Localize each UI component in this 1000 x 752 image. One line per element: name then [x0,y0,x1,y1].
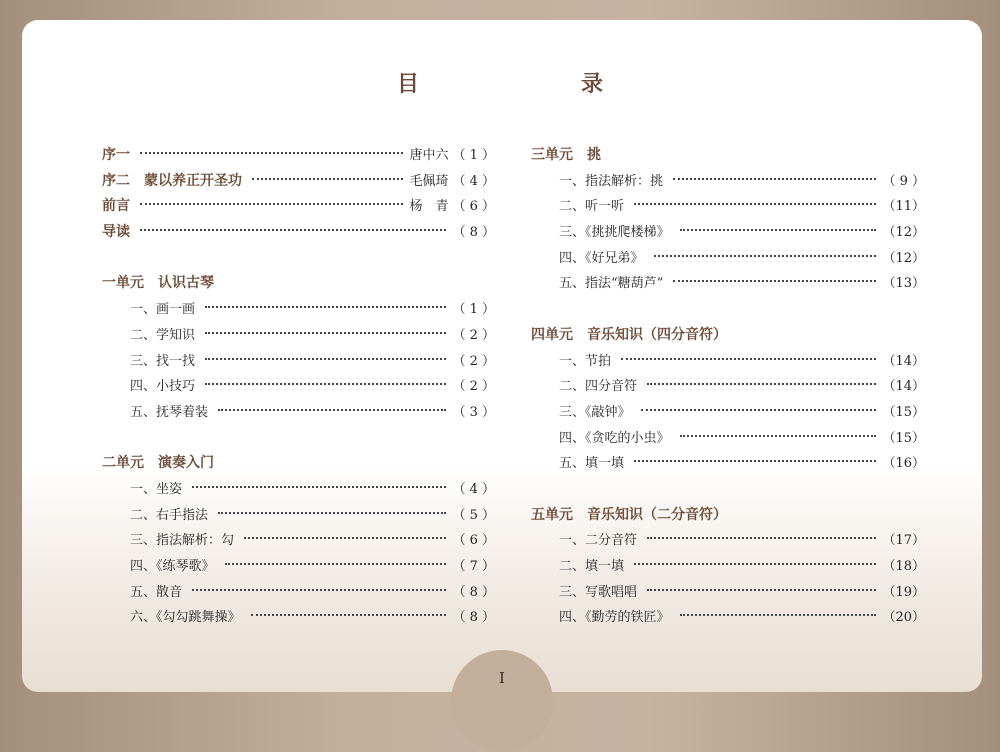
toc-column-left [102,143,495,631]
toc-dot-leader [673,178,876,180]
toc-dot-leader [205,332,446,334]
toc-entry-label: 一单元 认识古琴 [102,275,214,292]
toc-entry[interactable] [531,271,925,297]
toc-dot-leader [205,358,446,360]
toc-dot-leader [680,435,877,437]
toc-entry-page: （12） [882,250,925,266]
toc-entry-page: （11） [882,199,925,215]
toc-entry[interactable] [531,194,925,220]
toc-entry-label: 前言 [102,198,130,215]
toc-entry-page: （ 6 ） [452,533,495,549]
toc-entry[interactable] [531,554,925,580]
toc-entry[interactable] [102,554,495,580]
toc-entry[interactable] [531,605,925,631]
toc-dot-leader [673,280,876,282]
toc-entry-author: 唐中六 [409,148,449,163]
toc-entry-label: 四、《贪吃的小虫》 [559,430,670,446]
toc-entry-label: 二、右手指法 [130,507,209,523]
toc-entry-label: 五、抚琴着装 [130,404,209,420]
toc-entry-label: 五、填一填 [559,456,625,472]
toc-dot-leader [647,537,876,539]
toc-entry[interactable] [531,451,925,477]
toc-section-heading [531,143,925,169]
toc-entry[interactable] [102,580,495,606]
toc-dot-leader [251,614,447,616]
toc-entry[interactable] [531,220,925,246]
toc-entry[interactable] [102,528,495,554]
toc-entry-page: （ 9 ） [882,173,925,189]
toc-entry-page: （ 2 ） [452,379,495,395]
toc-dot-leader [192,486,446,488]
toc-dot-leader [634,203,876,205]
toc-dot-leader [252,178,403,180]
toc-entry[interactable] [102,323,495,349]
toc-dot-leader [654,255,877,257]
toc-entry-page: （ 3 ） [452,404,495,420]
page-number-tab [451,650,553,752]
toc-entry-page: （16） [882,456,925,472]
toc-entry[interactable] [102,400,495,426]
toc-section-heading [531,503,925,529]
toc-entry-page: （20） [882,610,925,626]
toc-entry-page: （ 2 ） [452,327,495,343]
toc-dot-leader [140,152,403,154]
toc-entry[interactable] [102,220,495,246]
toc-entry[interactable] [531,426,925,452]
toc-entry-page: （15） [882,404,925,420]
toc-dot-leader [680,229,877,231]
toc-entry-label: 四、《好兄弟》 [559,250,644,266]
toc-entry-label: 四、小技巧 [130,379,196,395]
toc-entry-label: 三、找一找 [130,353,196,369]
toc-entry-page: （14） [882,353,925,369]
toc-entry[interactable] [102,169,495,195]
toc-entry-label: 三、指法解析：勾 [130,533,235,549]
toc-entry-page: （ 1 ） [452,148,495,163]
toc-entry-page: （15） [882,430,925,446]
toc-dot-leader [218,512,446,514]
toc-entry[interactable] [531,528,925,554]
toc-entry[interactable] [531,374,925,400]
toc-column-right [531,143,925,631]
toc-entry[interactable] [102,194,495,220]
toc-entry[interactable] [531,400,925,426]
toc-dot-leader [621,358,876,360]
toc-entry-label: 二、四分音符 [559,379,638,395]
toc-dot-leader [647,383,876,385]
toc-spacer [531,297,925,323]
toc-spacer [531,477,925,503]
toc-section-heading [102,271,495,297]
toc-dot-leader [205,383,446,385]
toc-entry-page: （ 8 ） [452,584,495,600]
toc-entry-label: 五、散音 [130,584,183,600]
toc-entry-page: （ 2 ） [452,353,495,369]
toc-dot-leader [244,537,446,539]
toc-entry[interactable] [531,580,925,606]
toc-entry-page: （ 6 ） [452,199,495,215]
toc-dot-leader [641,409,877,411]
toc-section-heading [102,451,495,477]
toc-dot-leader [218,409,446,411]
toc-dot-leader [140,203,403,205]
toc-dot-leader [634,460,876,462]
toc-dot-leader [634,563,876,565]
toc-dot-leader [647,589,876,591]
toc-spacer [102,246,495,272]
page-number: I [499,669,505,687]
toc-entry-page: （18） [882,559,925,574]
toc-entry[interactable] [102,477,495,503]
toc-entry-label: 序二 蒙以养正开圣功 [102,172,242,189]
toc-section-heading [531,323,925,349]
toc-spacer [102,426,495,452]
toc-entry-page: （13） [882,276,925,292]
toc-entry-label: 三、《挑挑爬楼梯》 [559,225,670,241]
toc-entry-author: 杨 青 [409,199,449,215]
toc-entry[interactable] [102,349,495,375]
toc-entry[interactable] [102,605,495,631]
toc-entry-label: 四单元 音乐知识（四分音符） [531,326,727,343]
toc-dot-leader [140,229,446,231]
toc-entry-page: （ 5 ） [452,507,495,523]
toc-entry[interactable] [102,297,495,323]
toc-entry-page: （ 8 ） [452,610,495,626]
toc-entry-author: 毛佩琦 [409,173,449,189]
toc-entry-label: 序一 [102,147,130,163]
toc-entry-page: （ 1 ） [452,302,495,318]
toc-entry-label: 五单元 音乐知识（二分音符） [531,506,727,523]
toc-entry[interactable] [102,143,495,169]
toc-entry-label: 二、学知识 [130,327,196,343]
toc-entry-label: 四、《勤劳的铁匠》 [559,610,670,626]
toc-dot-leader [192,589,446,591]
toc-entry-label: 五、指法“糖葫芦” [559,276,664,292]
toc-dot-leader [205,306,446,308]
toc-entry-label: 二单元 演奏入门 [102,455,214,472]
toc-entry[interactable] [102,374,495,400]
toc-entry[interactable] [102,503,495,529]
toc-entry-page: （ 8 ） [452,225,495,241]
toc-entry-page: （19） [882,584,925,600]
page-title: 目 录 [396,72,673,97]
toc-entry-label: 一、二分音符 [559,533,638,549]
toc-entry-label: 一、节拍 [559,353,612,369]
toc-entry[interactable] [531,349,925,375]
toc-entry-label: 三单元 挑 [531,147,601,163]
toc-entry-label: 一、画一画 [130,302,196,318]
toc-entry-label: 三、写歌唱唱 [559,584,638,600]
toc-entry[interactable] [531,169,925,195]
toc-entry-page: （17） [882,533,925,549]
toc-entry-label: 三、《敲钟》 [559,404,631,420]
toc-entry-label: 一、坐姿 [130,481,183,497]
toc-entry-page: （ 7 ） [452,559,495,574]
toc-entry-page: （ 4 ） [452,173,495,189]
toc-entry-page: （12） [882,225,925,241]
toc-dot-leader [680,614,877,616]
toc-entry[interactable] [531,246,925,272]
toc-entry-label: 一、指法解析：挑 [559,173,664,189]
toc-entry-label: 二、听一听 [559,199,625,215]
toc-entry-label: 四、《练琴歌》 [130,559,215,574]
toc-entry-label: 六、《勾勾跳舞操》 [130,610,241,626]
toc-entry-page: （14） [882,379,925,395]
toc-entry-page: （ 4 ） [452,481,495,497]
toc-entry-label: 二、填一填 [559,559,625,574]
toc-dot-leader [225,563,447,565]
toc-entry-label: 导读 [102,224,130,241]
